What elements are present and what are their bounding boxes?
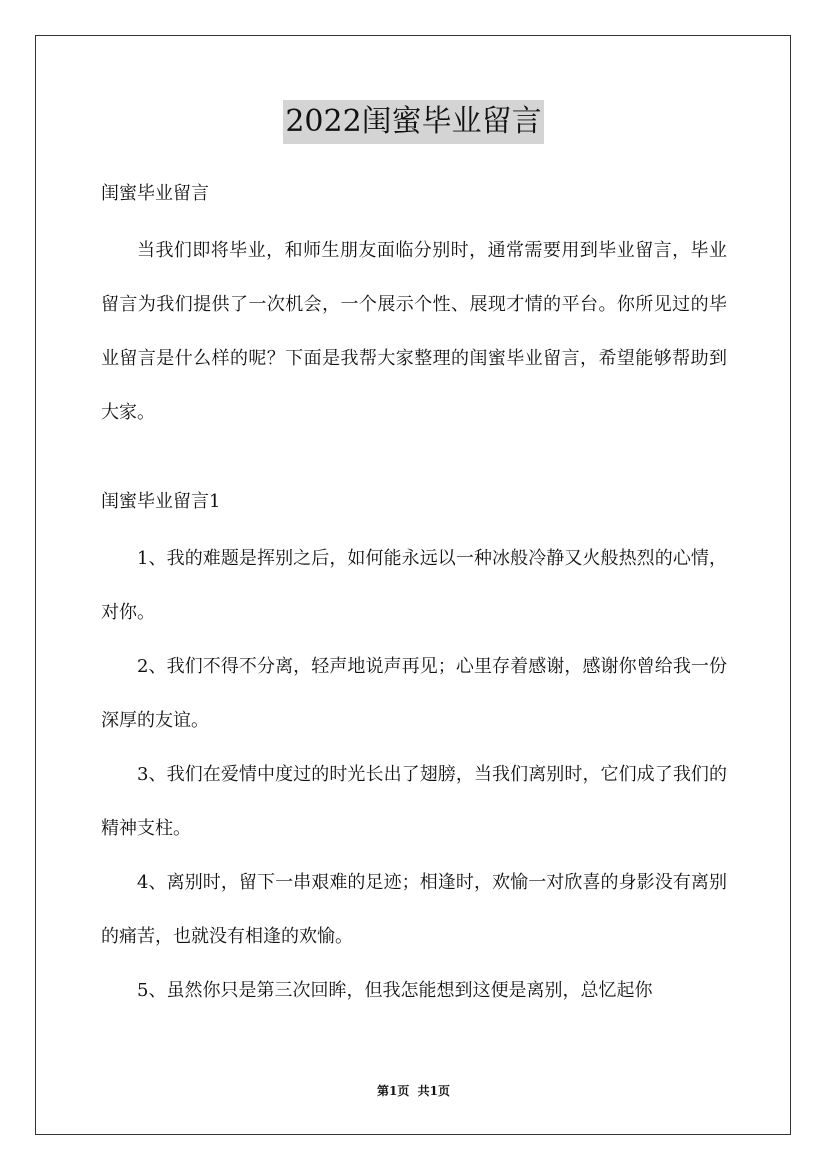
intro-heading: 闺蜜毕业留言 <box>101 183 209 204</box>
section-heading: 闺蜜毕业留言1 <box>101 491 221 512</box>
spacer <box>101 212 727 224</box>
page-suffix: 页 <box>438 1084 451 1098</box>
list-item: 4、离别时，留下一串艰难的足迹；相逢时，欢愉一对欣喜的身影没有离别的痛苦，也就没有相逢的欢愉。 <box>101 872 727 947</box>
list-item: 1、我的难题是挥别之后，如何能永远以一种冰般冷静又火般热烈的心情，对你。 <box>101 548 727 623</box>
list-item: 5、虽然你只是第三次回眸，但我怎能想到这便是离别，总忆起你 <box>137 980 653 1001</box>
page-prefix: 第 <box>376 1084 389 1098</box>
page-mid: 页 共 <box>397 1084 430 1098</box>
page-current: 1 <box>388 1084 398 1098</box>
spacer <box>101 520 727 532</box>
spacer <box>101 440 727 484</box>
title-container <box>0 100 827 144</box>
document-body <box>101 176 727 1018</box>
intro-paragraph: 当我们即将毕业，和师生朋友面临分别时，通常需要用到毕业留言，毕业留言为我们提供了一次机会，一个展示个性、展现才情的平台。你所见过的毕业留言是什么样的呢？下面是我帮大家整理的闺蜜毕业留言，希望能够帮助到大家。 <box>101 240 727 423</box>
document-title: 2022闺蜜毕业留言 <box>283 100 543 144</box>
page-total: 1 <box>429 1084 439 1098</box>
list-item: 3、我们在爱情中度过的时光长出了翅膀，当我们离别时，它们成了我们的精神支柱。 <box>101 764 727 839</box>
page-footer <box>0 1082 827 1099</box>
list-item: 2、我们不得不分离，轻声地说声再见；心里存着感谢，感谢你曾给我一份深厚的友谊。 <box>101 656 727 731</box>
